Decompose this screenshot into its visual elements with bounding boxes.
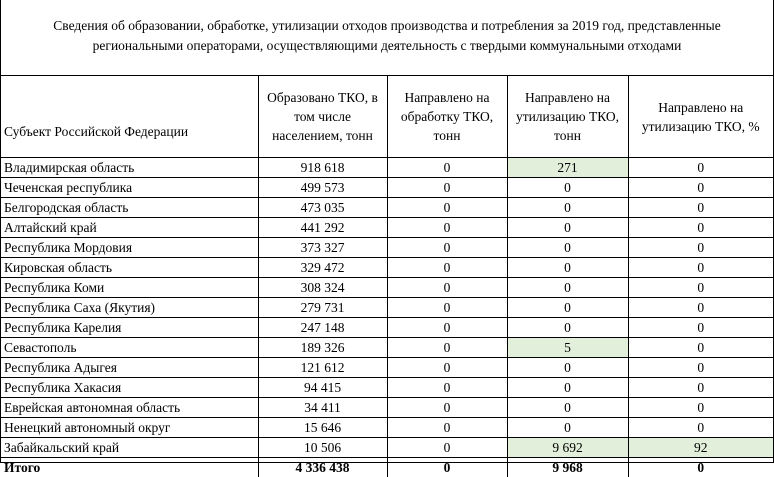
utilization-cell: 0 (507, 218, 628, 238)
region-cell: Республика Саха (Якутия) (1, 298, 258, 318)
region-cell: Ненецкий автономный округ (1, 418, 258, 438)
header-processing: Направлено на обработку ТКО, тонн (387, 76, 507, 158)
generated-cell: 189 326 (258, 338, 387, 358)
generated-cell: 441 292 (258, 218, 387, 238)
utilization-cell: 0 (507, 318, 628, 338)
generated-cell: 247 148 (258, 318, 387, 338)
utilization-pct-cell: 0 (628, 378, 773, 398)
table-row (1, 398, 773, 418)
processing-cell: 0 (387, 298, 507, 318)
generated-cell: 373 327 (258, 238, 387, 258)
processing-cell: 0 (387, 338, 507, 358)
utilization-pct-cell: 0 (628, 358, 773, 378)
processing-cell: 0 (387, 218, 507, 238)
header-region: Субъект Российской Федерации (1, 76, 258, 158)
total-utilization: 9 968 (507, 458, 628, 477)
utilization-cell: 5 (507, 338, 628, 358)
region-cell: Еврейская автономная область (1, 398, 258, 418)
utilization-cell: 0 (507, 358, 628, 378)
utilization-cell: 0 (507, 378, 628, 398)
utilization-pct-cell: 0 (628, 178, 773, 198)
generated-cell: 329 472 (258, 258, 387, 278)
region-cell: Чеченская республика (1, 178, 258, 198)
generated-cell: 473 035 (258, 198, 387, 218)
table-row (1, 338, 773, 358)
processing-cell: 0 (387, 318, 507, 338)
region-cell: Республика Коми (1, 278, 258, 298)
processing-cell: 0 (387, 378, 507, 398)
region-cell: Республика Мордовия (1, 238, 258, 258)
table-row (1, 218, 773, 238)
generated-cell: 94 415 (258, 378, 387, 398)
processing-cell: 0 (387, 438, 507, 458)
generated-cell: 279 731 (258, 298, 387, 318)
header-row (1, 76, 773, 158)
utilization-cell: 0 (507, 298, 628, 318)
utilization-pct-cell: 0 (628, 158, 773, 178)
table-row (1, 178, 773, 198)
utilization-pct-cell: 0 (628, 318, 773, 338)
processing-cell: 0 (387, 158, 507, 178)
table-row (1, 158, 773, 178)
utilization-pct-cell: 0 (628, 398, 773, 418)
waste-table (1, 76, 773, 477)
utilization-pct-cell: 0 (628, 298, 773, 318)
region-cell: Алтайский край (1, 218, 258, 238)
utilization-cell: 0 (507, 418, 628, 438)
utilization-pct-cell: 0 (628, 258, 773, 278)
utilization-pct-cell: 0 (628, 278, 773, 298)
utilization-cell: 0 (507, 178, 628, 198)
table-row (1, 298, 773, 318)
processing-cell: 0 (387, 398, 507, 418)
utilization-pct-cell: 0 (628, 418, 773, 438)
region-cell: Белгородская область (1, 198, 258, 218)
table-row (1, 258, 773, 278)
generated-cell: 34 411 (258, 398, 387, 418)
table-row (1, 198, 773, 218)
utilization-pct-cell: 0 (628, 198, 773, 218)
region-cell: Владимирская область (1, 158, 258, 178)
utilization-cell: 0 (507, 238, 628, 258)
processing-cell: 0 (387, 238, 507, 258)
region-cell: Забайкальский край (1, 438, 258, 458)
utilization-cell: 0 (507, 398, 628, 418)
table-row (1, 358, 773, 378)
region-cell: Кировская область (1, 258, 258, 278)
region-cell: Севастополь (1, 338, 258, 358)
processing-cell: 0 (387, 198, 507, 218)
processing-cell: 0 (387, 278, 507, 298)
utilization-pct-cell: 0 (628, 338, 773, 358)
generated-cell: 918 618 (258, 158, 387, 178)
generated-cell: 308 324 (258, 278, 387, 298)
utilization-cell: 0 (507, 198, 628, 218)
generated-cell: 499 573 (258, 178, 387, 198)
utilization-cell: 271 (507, 158, 628, 178)
total-label: Итого (1, 458, 258, 477)
table-row (1, 378, 773, 398)
table-row (1, 438, 773, 458)
table-row (1, 278, 773, 298)
total-generated: 4 336 438 (258, 458, 387, 477)
generated-cell: 10 506 (258, 438, 387, 458)
total-row (1, 458, 773, 477)
utilization-pct-cell: 0 (628, 218, 773, 238)
processing-cell: 0 (387, 178, 507, 198)
header-generated: Образовано ТКО, в том числе населением, тонн (258, 76, 387, 158)
region-cell: Республика Адыгея (1, 358, 258, 378)
table-row (1, 418, 773, 438)
region-cell: Республика Хакасия (1, 378, 258, 398)
generated-cell: 121 612 (258, 358, 387, 378)
region-cell: Республика Карелия (1, 318, 258, 338)
table-title: Сведения об образовании, обработке, утилизации отходов производства и потребления за 2019 год, представленные региональными операторами, осуществляющими деятельность с твердыми коммунальными отходами (1, 0, 773, 76)
header-utilization: Направлено на утилизацию ТКО, тонн (507, 76, 628, 158)
processing-cell: 0 (387, 258, 507, 278)
utilization-pct-cell: 0 (628, 238, 773, 258)
table-row (1, 318, 773, 338)
processing-cell: 0 (387, 418, 507, 438)
total-utilization-pct: 0 (628, 458, 773, 477)
utilization-cell: 0 (507, 258, 628, 278)
utilization-cell: 0 (507, 278, 628, 298)
table-row (1, 238, 773, 258)
header-utilization-pct: Направлено на утилизацию ТКО, % (628, 76, 773, 158)
utilization-pct-cell: 92 (628, 438, 773, 458)
generated-cell: 15 646 (258, 418, 387, 438)
table-body (1, 158, 773, 477)
total-processing: 0 (387, 458, 507, 477)
utilization-cell: 9 692 (507, 438, 628, 458)
processing-cell: 0 (387, 358, 507, 378)
